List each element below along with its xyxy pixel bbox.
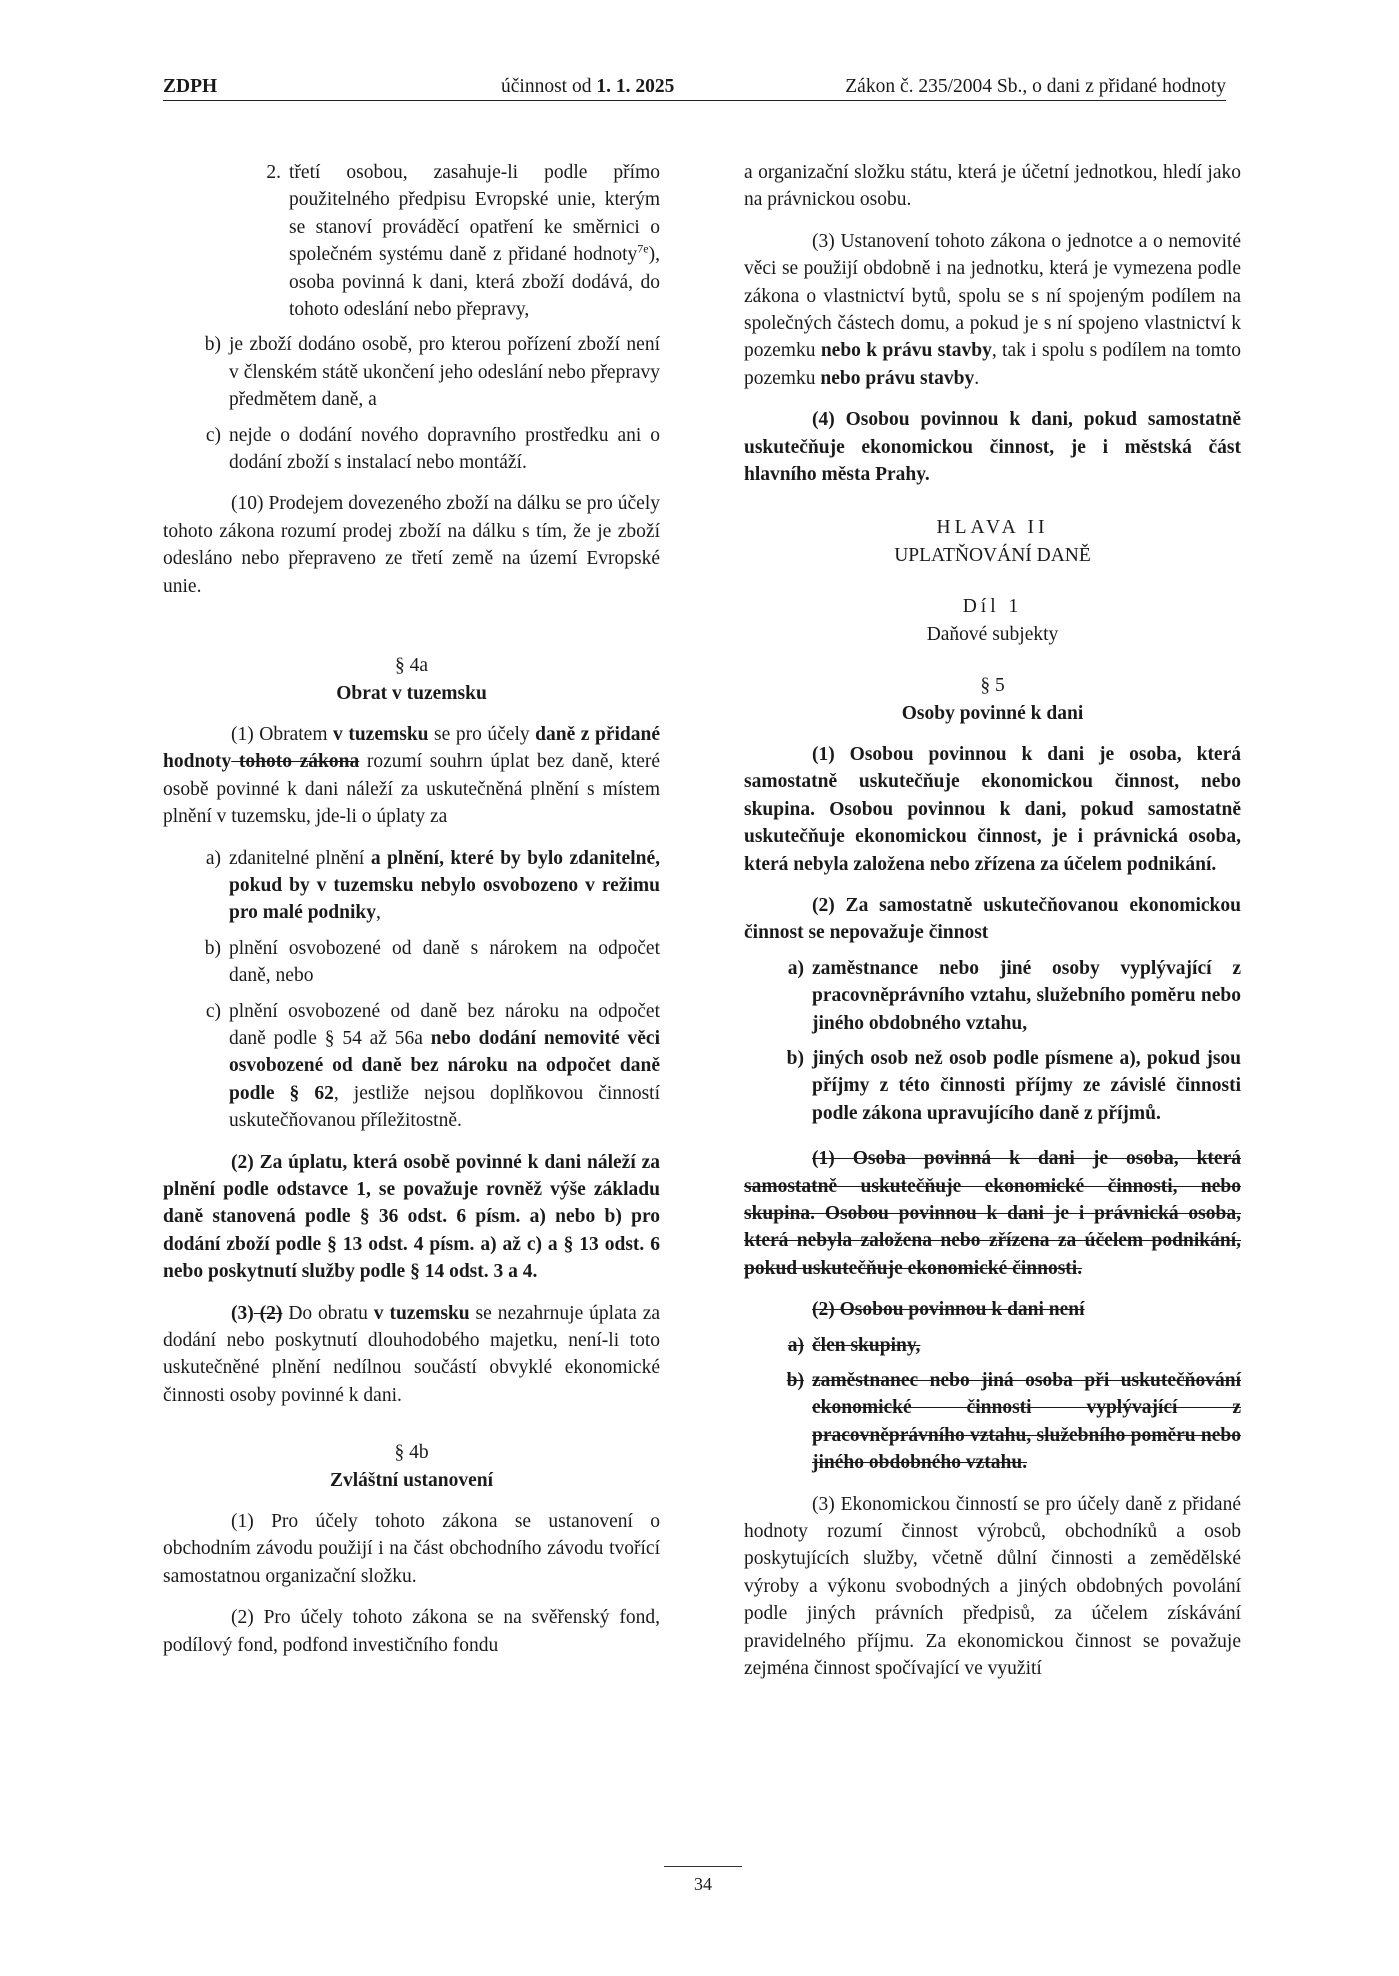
section-number: § 5 xyxy=(980,675,1005,697)
section-number: § 4b xyxy=(394,1442,429,1464)
paragraph: (2) Pro účely tohoto zákona se na svěřenský fond, podílový fond, podfond investičního fondu xyxy=(163,1607,660,1656)
part-heading xyxy=(744,593,1241,648)
list-item: c) nejde o dodání nového dopravního prostředku ani o dodání zboží s instalací nebo montáží. xyxy=(205,424,660,474)
paragraph: a organizační složku státu, která je účetní jednotkou, hledí jako na právnickou osobu. xyxy=(744,162,1241,211)
deleted-list-item: b) zaměstnanec nebo jiná osoba při uskutečňování ekonomické činnosti vyplývající z pracovněprávního vztahu, služebního poměru nebo jiného obdobného vztahu. xyxy=(786,1370,1241,1474)
footnote-ref: 7e xyxy=(637,241,649,256)
section-title: Zvláštní ustanovení xyxy=(329,1469,494,1491)
paragraph: (2) Za úplatu, která osobě povinné k dani náleží za plnění podle odstavce 1, se považuje rovněž výše základu daně stanovená podle § 36 odst. 6 písm. a) nebo b) pro dodání zboží podle § 13 odst. 4 písm. a) až c) a § 13 odst. 6 nebo poskytnutí služby podle § 14 odst. 3 a 4. xyxy=(163,1151,660,1283)
deleted-paragraph: (1) Osoba povinná k dani je osoba, která samostatně uskutečňuje ekonomické činnosti, nebo skupina. Osobou povinnou k dani je i právnická osoba, která nebyla založena nebo zřízena za účelem podnikání, pokud uskutečňuje ekonomické činnosti. xyxy=(744,1148,1241,1279)
paragraph: (4) Osobou povinnou k dani, pokud samostatně uskutečňuje ekonomickou činnost, je i městská část hlavního města Prahy. xyxy=(744,409,1241,486)
list-item: a) zdanitelné plnění a plnění, které by bylo zdanitelné, pokud by v tuzemsku nebylo osvobozeno v režimu pro malé podniky, xyxy=(205,847,660,924)
right-column xyxy=(744,159,1241,1697)
section-heading xyxy=(163,1439,660,1494)
paragraph: (1) Pro účely tohoto zákona se ustanovení o obchodním závodu použijí i na část obchodního závodu tvořící samostatnou organizační složku. xyxy=(163,1511,660,1587)
page-number: 34 xyxy=(694,1874,712,1894)
part-number: Díl 1 xyxy=(962,596,1023,618)
paragraph: (2) Za samostatně uskutečňovanou ekonomickou činnost se nepovažuje činnost xyxy=(744,894,1241,944)
list-item: 2. třetí osobou, zasahuje-li podle přímo použitelného předpisu Evropské unie, kterým se stanoví prováděcí opatření ke směrnici o společném systému daně z přidané hodnoty$^{7e}$), osoba povinná k dani, která zboží dodává, do tohoto odeslání nebo přepravy, xyxy=(266,162,660,321)
chapter-heading xyxy=(744,514,1241,569)
list-item: a) zaměstnance nebo jiné osoby vyplývající z pracovněprávního vztahu, služebního poměru nebo jiného obdobného vztahu, xyxy=(787,957,1241,1034)
section-heading xyxy=(163,652,660,707)
footer-divider xyxy=(664,1866,742,1867)
chapter-number: HLAVA II xyxy=(936,517,1049,539)
deleted-list-item: a) člen skupiny, xyxy=(787,1334,921,1356)
law-title: Zákon č. 235/2004 Sb., o dani z přidané hodnoty xyxy=(845,76,1226,97)
list-item: c) plnění osvobozené od daně bez nároku na odpočet daně podle § 54 až 56a nebo dodání nemovité věci osvobozené od daně bez nároku na odpočet daně podle § 62, jestliže nejsou doplňkovou činností uskutečňovanou příležitostně. xyxy=(205,1000,660,1132)
paragraph: (3) Ustanovení tohoto zákona o jednotce a o nemovité věci se použijí obdobně i na jednotku, která je vymezena podle zákona o vlastnictví bytů, spolu se s ní spojeným podílem na společných částech domu, a pokud je s ní spojeno vlastnictví k pozemku nebo k právu stavby, tak i spolu s podílem na tomto pozemku nebo právu stavby. xyxy=(744,230,1242,389)
effective-date-label: účinnost od 1. 1. 2025 xyxy=(501,76,675,97)
deleted-text: tohoto zákona xyxy=(231,751,360,773)
chapter-title: UPLATŇOVÁNÍ DANĚ xyxy=(894,544,1091,566)
list-item: b) jiných osob než osob podle písmene a), pokud jsou příjmy z této činnosti příjmy ze závislé činnosti podle zákona upravujícího daně z příjmů. xyxy=(786,1047,1241,1124)
section-title: Obrat v tuzemsku xyxy=(336,682,487,704)
page-header xyxy=(163,74,1226,101)
paragraph: (1) Obratem v tuzemsku se pro účely daně z přidané hodnoty tohoto zákona rozumí souhrn úplat bez daně, které osobě povinné k dani náleží za uskutečněná plnění s místem plnění v tuzemsku, jde-li o úplaty za xyxy=(163,723,661,828)
list-item: b) plnění osvobozené od daně s nárokem na odpočet daně, nebo xyxy=(204,937,660,987)
part-title: Daňové subjekty xyxy=(926,623,1059,645)
list-item: b) je zboží dodáno osobě, pro kterou pořízení zboží není v členském státě ukončení jeho odeslání nebo přepravy předmětem daně, a xyxy=(204,334,660,411)
paragraph: (1) Osobou povinnou k dani je osoba, která samostatně uskutečňuje ekonomickou činnost, nebo skupina. Osobou povinnou k dani, pokud samostatně uskutečňuje ekonomickou činnost, je i právnická osoba, která nebyla založena nebo zřízena za účelem podnikání. xyxy=(744,743,1241,875)
law-abbreviation: ZDPH xyxy=(163,76,218,97)
deleted-paragraph: (2) Osobou povinnou k dani není xyxy=(812,1299,1085,1321)
left-column xyxy=(163,159,660,1673)
section-heading xyxy=(744,672,1241,727)
section-number: § 4a xyxy=(394,655,429,677)
deleted-text: (2) xyxy=(253,1302,283,1324)
paragraph: (3) Ekonomickou činností se pro účely daně z přidané hodnoty rozumí činnost výrobců, obchodníků a osob poskytujících služby, včetně důlní činnosti a zemědělské výroby a výkonu svobodných a jiných obdobných povolání podle jiných právních předpisů, za účelem získávání pravidelného příjmu. Za ekonomickou činnost se považuje zejména činnost spočívající ve využití xyxy=(744,1493,1241,1680)
paragraph: (10) Prodejem dovezeného zboží na dálku se pro účely tohoto zákona rozumí prodej zboží na dálku s tím, že je zboží odesláno nebo přepraveno ze třetí země na území Evropské unie. xyxy=(163,493,660,597)
paragraph: (3) (2) Do obratu v tuzemsku se nezahrnuje úplata za dodání nebo poskytnutí dlouhodobého majetku, není-li toto uskutečněné plnění nedílnou součástí obvyklé ekonomické činnosti osoby povinné k dani. xyxy=(163,1302,661,1406)
section-title: Osoby povinné k dani xyxy=(901,702,1084,724)
